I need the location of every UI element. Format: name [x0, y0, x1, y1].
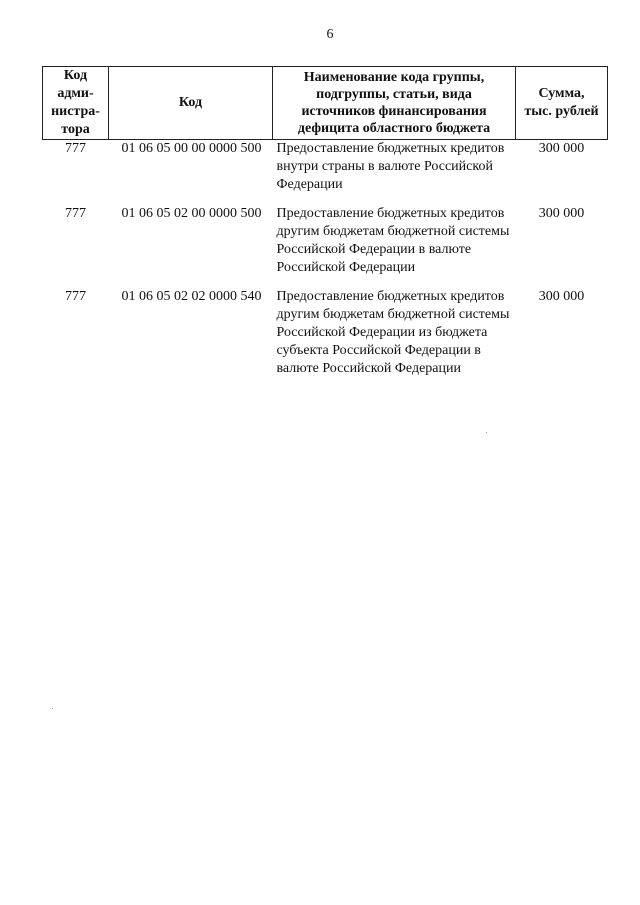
page-number: 6: [326, 27, 334, 42]
sum-cell: 300 000: [538, 206, 585, 221]
admin-code-cell: 777: [65, 141, 86, 156]
header-code: Код: [109, 67, 273, 140]
sum-cell: 300 000: [538, 141, 585, 156]
sources-financing-table: [42, 66, 608, 389]
header-name: Наименование кода группы, подгруппы, статьи, вида источников финансирования дефицита областного бюджета: [273, 67, 516, 140]
scan-speck: [486, 432, 487, 433]
name-cell: Предоставление бюджетных кредитов другим бюджетам бюджетной системы Российской Федерации из бюджета субъекта Российской Федерации в валюте Российской Федерации: [276, 289, 510, 376]
admin-code-cell: 777: [65, 289, 86, 304]
table-row: [43, 205, 608, 288]
code-cell: 01 06 05 02 00 0000 500: [121, 206, 262, 221]
code-cell: 01 06 05 02 02 0000 540: [121, 289, 262, 304]
header-sum: Сумма, тыс. рублей: [516, 67, 608, 140]
name-cell: Предоставление бюджетных кредитов другим бюджетам бюджетной системы Российской Федерации в валюте Российской Федерации: [276, 206, 510, 275]
name-cell: Предоставление бюджетных кредитов внутри страны в валюте Российской Федерации: [276, 141, 505, 192]
table-row: [43, 288, 608, 389]
table-header-row: [43, 67, 608, 140]
table-row: [43, 140, 608, 206]
sum-cell: 300 000: [538, 289, 585, 304]
header-admin-code: Код адми- нистра- тора: [43, 67, 109, 140]
code-cell: 01 06 05 00 00 0000 500: [121, 141, 262, 156]
scan-speck: [52, 708, 53, 709]
admin-code-cell: 777: [65, 206, 86, 221]
